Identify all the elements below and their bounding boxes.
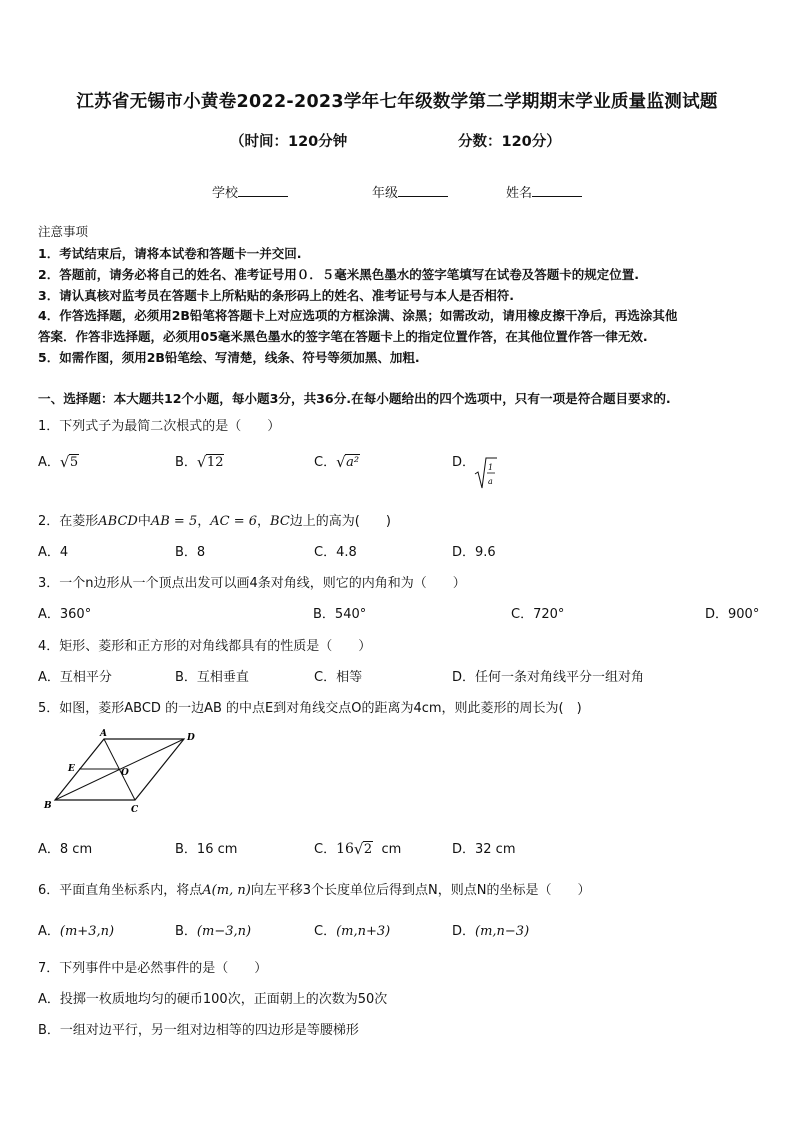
question-5-option-b: B．16 cm bbox=[175, 842, 238, 857]
question-1-option-d bbox=[452, 451, 475, 470]
question-5-option-c bbox=[314, 838, 401, 857]
question-7-option-a: A．投掷一枚质地均匀的硬币100次，正面朝上的次数为50次 bbox=[38, 992, 388, 1007]
field-school bbox=[212, 182, 288, 201]
question-4-option-c: C．相等 bbox=[314, 670, 363, 685]
math-coordinate: (m−3,n) bbox=[196, 924, 252, 939]
point-label-d: D bbox=[187, 733, 195, 743]
stem-text: ， bbox=[197, 514, 211, 529]
question-6-option-c bbox=[314, 920, 390, 939]
exam-time: （时间：120分钟 bbox=[230, 134, 348, 150]
option-label: D． bbox=[452, 924, 476, 939]
radical-sign-icon: √ bbox=[196, 453, 207, 471]
question-1-option-b bbox=[175, 451, 224, 470]
question-1-option-a bbox=[38, 451, 79, 470]
stem-text: 边上的高为( ) bbox=[289, 514, 391, 529]
question-7-option-b: B．一组对边平行，另一组对边相等的四边形是等腰梯形 bbox=[38, 1023, 359, 1038]
sqrt-expression bbox=[197, 455, 225, 470]
question-6-stem bbox=[38, 879, 591, 898]
question-5-option-d: D．32 cm bbox=[452, 842, 516, 857]
field-name bbox=[506, 182, 582, 201]
notice-item: 5．如需作图，须用2B铅笔绘、写清楚，线条、符号等须加黑、加粗. bbox=[38, 350, 420, 365]
point-label-o: O bbox=[121, 768, 129, 778]
question-1-stem: 1．下列式子为最简二次根式的是（ ） bbox=[38, 419, 281, 434]
stem-text: 中 bbox=[137, 514, 151, 529]
exam-score: 分数：120分） bbox=[458, 134, 561, 150]
question-6-option-b bbox=[175, 920, 251, 939]
question-5-option-a: A．8 cm bbox=[38, 842, 93, 857]
question-2-option-a: A．4 bbox=[38, 545, 69, 560]
rhombus-diagram bbox=[38, 728, 208, 818]
question-4-option-a: A．互相平分 bbox=[38, 670, 112, 685]
question-3-option-a: A．360° bbox=[38, 607, 92, 622]
radical-sign-icon: √ bbox=[336, 453, 346, 471]
math-ac-eq: AC = 6 bbox=[210, 514, 258, 529]
question-2-stem bbox=[38, 510, 391, 529]
sqrt-expression bbox=[354, 842, 373, 857]
notice-heading: 注意事项 bbox=[38, 224, 89, 239]
radicand: 2 bbox=[363, 842, 373, 857]
notice-item: 2．答题前，请务必将自己的姓名、准考证号用０．５毫米黑色墨水的签字笔填写在试卷及答题卡的规定位置. bbox=[38, 267, 639, 282]
math-bc: BC bbox=[270, 514, 290, 529]
math-abcd: ABCD bbox=[98, 514, 138, 529]
sqrt-fraction-icon bbox=[474, 456, 498, 490]
stem-text: 6．平面直角坐标系内，将点 bbox=[38, 883, 203, 898]
option-label: C． bbox=[314, 924, 337, 939]
field-name-blank bbox=[532, 184, 582, 197]
field-grade-blank bbox=[398, 184, 448, 197]
question-2-option-d: D．9.6 bbox=[452, 545, 496, 560]
radical-sign-icon: √ bbox=[353, 840, 364, 858]
question-6-option-d bbox=[452, 920, 529, 939]
math-coef: 16 bbox=[336, 841, 354, 857]
question-4-option-b: B．互相垂直 bbox=[175, 670, 249, 685]
question-4-option-d: D．任何一条对角线平分一组对角 bbox=[452, 670, 645, 685]
stem-text: ， bbox=[257, 514, 271, 529]
stem-text: 向左平移3个长度单位后得到点N，则点N的坐标是（ ） bbox=[250, 883, 591, 898]
point-label-b: B bbox=[44, 801, 52, 811]
math-coordinate: (m,n+3) bbox=[336, 924, 391, 939]
field-school-label: 学校 bbox=[212, 186, 239, 201]
question-1-option-d-math bbox=[474, 456, 498, 494]
notice-item: 答案．作答非选择题，必须用05毫米黑色墨水的签字笔在答题卡上的指定位置作答，在其他位置作答一律无效. bbox=[38, 329, 648, 344]
field-name-label: 姓名 bbox=[506, 186, 533, 201]
notice-item: 1．考试结束后，请将本试卷和答题卡一并交回. bbox=[38, 246, 302, 261]
point-label-c: C bbox=[131, 805, 139, 815]
sqrt-expression bbox=[60, 455, 79, 470]
option-label: B． bbox=[175, 455, 197, 470]
math-point-a: A(m, n) bbox=[202, 883, 251, 898]
question-1-option-c bbox=[314, 451, 360, 470]
question-2-option-b: B．8 bbox=[175, 545, 206, 560]
question-2-option-c: C．4.8 bbox=[314, 545, 357, 560]
radicand: 12 bbox=[206, 455, 224, 470]
field-grade bbox=[372, 182, 448, 201]
field-grade-label: 年级 bbox=[372, 186, 399, 201]
field-school-blank bbox=[238, 184, 288, 197]
option-label: A． bbox=[38, 455, 60, 470]
math-ab-eq: AB = 5 bbox=[150, 514, 198, 529]
question-6-option-a bbox=[38, 920, 114, 939]
stem-text: 2．在菱形 bbox=[38, 514, 99, 529]
sqrt-expression bbox=[336, 455, 360, 470]
question-4-stem: 4．矩形、菱形和正方形的对角线都具有的性质是（ ） bbox=[38, 639, 372, 654]
rhombus-figure bbox=[38, 728, 208, 822]
option-label: C． bbox=[314, 842, 337, 857]
question-3-stem: 3．一个n边形从一个顶点出发可以画4条对角线，则它的内角和为（ ） bbox=[38, 576, 466, 591]
point-label-a: A bbox=[100, 729, 107, 739]
option-label: B． bbox=[175, 924, 197, 939]
question-3-option-c: C．720° bbox=[511, 607, 565, 622]
question-3-option-b: B．540° bbox=[313, 607, 367, 622]
math-coordinate: (m,n−3) bbox=[475, 924, 530, 939]
option-label: D． bbox=[452, 455, 476, 470]
radical-sign-icon: √ bbox=[59, 453, 70, 471]
point-label-e: E bbox=[68, 764, 75, 774]
unit-label: cm bbox=[381, 842, 402, 857]
radicand: 5 bbox=[69, 455, 79, 470]
question-3-option-d: D．900° bbox=[705, 607, 760, 622]
question-7-stem: 7．下列事件中是必然事件的是（ ） bbox=[38, 961, 268, 976]
fraction-denominator: a bbox=[488, 477, 493, 486]
fraction-numerator: 1 bbox=[488, 463, 494, 472]
radicand: a² bbox=[346, 455, 360, 470]
question-5-stem: 5．如图，菱形ABCD 的一边AB 的中点E到对角线交点O的距离为4cm，则此菱形的周长为( ) bbox=[38, 701, 582, 716]
notice-item: 4．作答选择题，必须用2B铅笔将答题卡上对应选项的方框涂满、涂黑；如需改动，请用橡皮擦干净后，再选涂其他 bbox=[38, 308, 678, 323]
math-coordinate: (m+3,n) bbox=[59, 924, 115, 939]
exam-title: 江苏省无锡市小黄卷2022-2023学年七年级数学第二学期期末学业质量监测试题 bbox=[76, 92, 718, 112]
option-label: A． bbox=[38, 924, 60, 939]
notice-item: 3．请认真核对监考员在答题卡上所粘贴的条形码上的姓名、准考证号与本人是否相符. bbox=[38, 288, 514, 303]
section-heading: 一、选择题：本大题共12个小题，每小题3分，共36分.在每小题给出的四个选项中，只有一项是符合题目要求的. bbox=[38, 391, 671, 406]
option-label: C． bbox=[314, 455, 337, 470]
